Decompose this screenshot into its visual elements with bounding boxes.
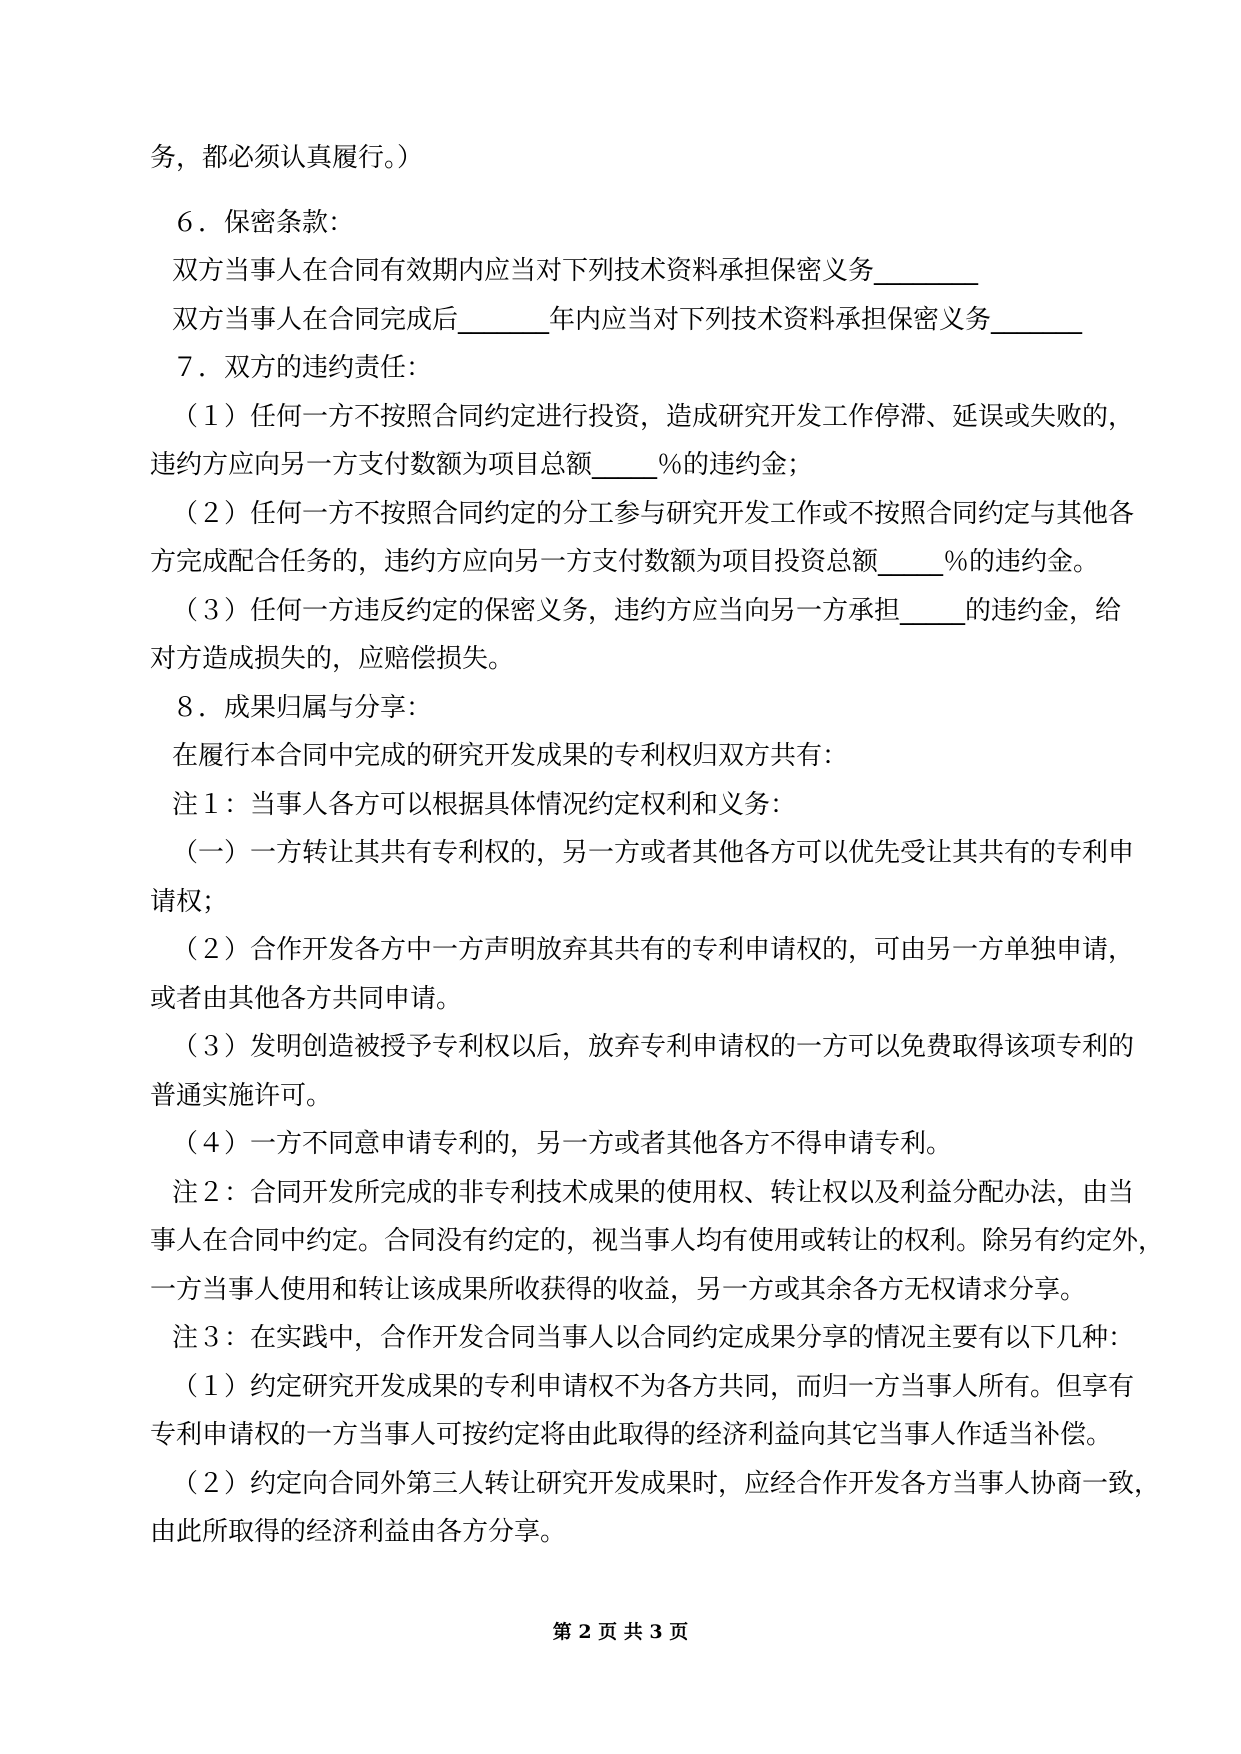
text-line: 或者由其他各方共同申请。 bbox=[150, 984, 463, 1014]
text-line: 双方当事人在合同有效期内应当对下列技术资料承担保密义务________ bbox=[172, 256, 979, 286]
text-line: （３）任何一方违反约定的保密义务，违约方应当向另一方承担_____的违约金，给 bbox=[172, 596, 1122, 626]
text-line: ６．保密条款： bbox=[172, 208, 355, 238]
text-line: （２）约定向合同外第三人转让研究开发成果时，应经合作开发各方当事人协商一致， bbox=[172, 1469, 1161, 1499]
text-line: 请权； bbox=[150, 887, 229, 917]
text-line: 注１：当事人各方可以根据具体情况约定权利和义务： bbox=[172, 790, 797, 820]
text-line: 专利申请权的一方当事人可按约定将由此取得的经济利益向其它当事人作适当补偿。 bbox=[150, 1420, 1113, 1450]
text-line: （３）发明创造被授予专利权以后，放弃专利申请权的一方可以免费取得该项专利的 bbox=[172, 1032, 1135, 1062]
text-line: 一方当事人使用和转让该成果所收获得的收益，另一方或其余各方无权请求分享。 bbox=[150, 1275, 1087, 1305]
text-line: （２）合作开发各方中一方声明放弃其共有的专利申请权的，可由另一方单独申请， bbox=[172, 935, 1135, 965]
text-line: （４）一方不同意申请专利的，另一方或者其他各方不得申请专利。 bbox=[172, 1129, 953, 1159]
text-line: 普通实施许可。 bbox=[150, 1081, 333, 1111]
text-line: （２）任何一方不按照合同约定的分工参与研究开发工作或不按照合同约定与其他各 bbox=[172, 499, 1135, 529]
text-line: （１）约定研究开发成果的专利申请权不为各方共同，而归一方当事人所有。但享有 bbox=[172, 1372, 1135, 1402]
text-line: 在履行本合同中完成的研究开发成果的专利权归双方共有： bbox=[172, 741, 849, 771]
text-line: 务，都必须认真履行。） bbox=[150, 143, 424, 173]
text-line: 事人在合同中约定。合同没有约定的，视当事人均有使用或转让的权利。除另有约定外， bbox=[150, 1226, 1165, 1256]
text-line: （１）任何一方不按照合同约定进行投资，造成研究开发工作停滞、延误或失败的， bbox=[172, 402, 1135, 432]
text-line: 双方当事人在合同完成后_______年内应当对下列技术资料承担保密义务_______ bbox=[172, 305, 1083, 335]
text-line: 违约方应向另一方支付数额为项目总额_____％的违约金； bbox=[150, 450, 814, 480]
text-line: 由此所取得的经济利益由各方分享。 bbox=[150, 1517, 567, 1547]
text-line: ７．双方的违约责任： bbox=[172, 353, 433, 383]
text-line: 注２：合同开发所完成的非专利技术成果的使用权、转让权以及利益分配办法，由当 bbox=[172, 1178, 1135, 1208]
text-line: 注３：在实践中，合作开发合同当事人以合同约定成果分享的情况主要有以下几种： bbox=[172, 1323, 1135, 1353]
text-line: 对方造成损失的，应赔偿损失。 bbox=[150, 644, 515, 674]
page-number-footer: 第 2 页 共 3 页 bbox=[552, 1621, 689, 1643]
text-line: ８．成果归属与分享： bbox=[172, 693, 433, 723]
text-line: （一）一方转让其共有专利权的，另一方或者其他各方可以优先受让其共有的专利申 bbox=[172, 838, 1135, 868]
text-line: 方完成配合任务的，违约方应向另一方支付数额为项目投资总额_____％的违约金。 bbox=[150, 547, 1100, 577]
